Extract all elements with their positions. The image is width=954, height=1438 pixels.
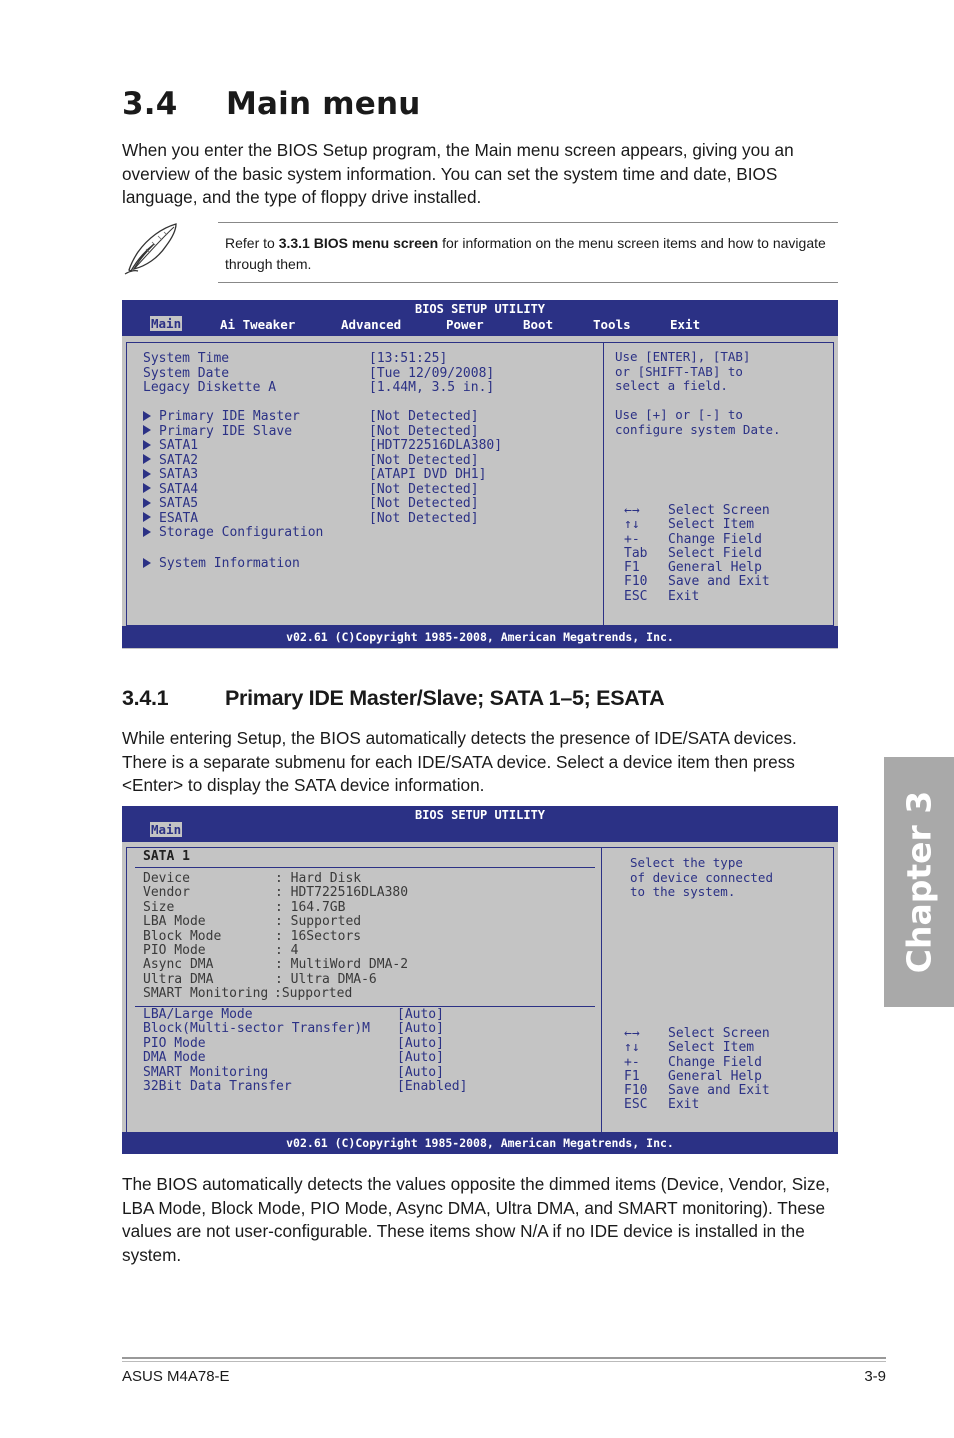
key-name: F10: [624, 574, 648, 590]
key-action: Change Field: [668, 1054, 762, 1070]
help-line: Use [ENTER], [TAB]: [615, 349, 751, 364]
device-info-value: :Supported: [274, 986, 353, 1002]
device-setting-label[interactable]: LBA/Large Mode: [143, 1007, 253, 1022]
submenu-label: System Information: [159, 556, 300, 571]
key-name: ESC: [624, 588, 648, 604]
key-action: Select Field: [668, 545, 762, 561]
key-name: ←→: [624, 503, 640, 518]
submenu-value: [ATAPI DVD DH1]: [369, 467, 487, 482]
device-setting-value[interactable]: [Enabled]: [397, 1079, 468, 1094]
key-action: Select Screen: [668, 503, 770, 518]
key-name: ←→: [624, 1026, 640, 1041]
device-setting-label[interactable]: 32Bit Data Transfer: [143, 1079, 292, 1094]
submenu-label: SATA2: [159, 452, 199, 468]
menu-tab-boot[interactable]: Boot: [523, 317, 554, 332]
bios-sata-screen: [122, 806, 838, 1154]
device-setting-value[interactable]: [Auto]: [397, 1050, 444, 1066]
submenu-label: SATA3: [159, 467, 199, 482]
device-info-label: SMART Monitoring: [143, 986, 269, 1002]
submenu-label: Storage Configuration: [159, 525, 324, 540]
submenu-label: Primary IDE Master: [159, 409, 300, 424]
setting-system-time[interactable]: System Time: [143, 351, 230, 366]
submenu-item[interactable]: [143, 526, 323, 541]
menu-tab-advanced[interactable]: Advanced: [341, 317, 402, 332]
key-legend-row: [624, 533, 770, 547]
bios-key-legend: [624, 504, 770, 604]
submenu-label: Primary IDE Slave: [159, 423, 293, 439]
submenu-value: [Not Detected]: [369, 496, 479, 511]
key-name: +-: [624, 1054, 640, 1070]
key-name: Tab: [624, 545, 648, 561]
submenu-arrow-icon: [143, 440, 151, 450]
device-info-value: : Hard Disk: [275, 871, 362, 886]
subsection-heading: Primary IDE Master/Slave; SATA 1–5; ESATA: [225, 686, 665, 710]
key-name: ↑↓: [624, 517, 640, 533]
key-action: Save and Exit: [668, 574, 770, 590]
page-title: [122, 86, 421, 122]
submenu-label: SATA1: [159, 438, 199, 453]
submenu-label: SATA5: [159, 496, 199, 511]
key-action: Select Item: [668, 1040, 755, 1056]
panel-title-rule: [135, 867, 595, 868]
key-action: General Help: [668, 1068, 762, 1084]
bios-copyright: v02.61 (C)Copyright 1985-2008, American Megatrends, Inc.: [122, 626, 838, 648]
submenu-item[interactable]: [143, 454, 198, 469]
setting-legacy-diskette[interactable]: Legacy Diskette A: [143, 380, 277, 395]
submenu-value: [Not Detected]: [369, 510, 479, 526]
key-name: ESC: [624, 1097, 648, 1113]
help-line: of device connected: [630, 869, 773, 885]
key-legend-row: [624, 575, 770, 589]
device-info-value: : MultiWord DMA-2: [275, 957, 409, 973]
submenu-arrow-icon: [143, 454, 151, 464]
key-legend-row: [624, 1027, 770, 1041]
feather-pen-icon: [122, 222, 180, 278]
chapter-label: Chapter 3: [899, 790, 939, 974]
help-line: [615, 394, 781, 409]
submenu-arrow-icon: [143, 425, 151, 435]
key-action: Change Field: [668, 531, 762, 547]
help-line: Select the type: [630, 855, 743, 870]
submenu-item[interactable]: [143, 512, 198, 527]
device-info-value: : 4: [275, 943, 299, 958]
key-action: General Help: [668, 560, 762, 576]
device-info-label: Vendor: [143, 885, 190, 901]
menu-tab-power[interactable]: Power: [446, 317, 484, 332]
bios-title: BIOS SETUP UTILITY: [414, 808, 546, 822]
section-title: Main menu: [226, 86, 421, 122]
value-system-time[interactable]: [13:51:25]: [369, 351, 448, 366]
footer-page-number: 3-9: [864, 1368, 886, 1385]
device-info-label: PIO Mode: [143, 943, 206, 958]
key-legend-row: [624, 561, 770, 575]
key-action: Save and Exit: [668, 1083, 770, 1099]
key-action: Select Item: [668, 517, 755, 533]
note-top-rule: [218, 222, 838, 223]
note-text: Refer to 3.3.1 BIOS menu screen for information on the menu screen items and how to navigate through them.: [225, 235, 826, 272]
submenu-value: [HDT722516DLA380]: [369, 438, 503, 453]
key-legend-row: [624, 1084, 770, 1098]
menu-tab-tools[interactable]: Tools: [593, 317, 631, 332]
chapter-tab: [884, 757, 954, 1007]
key-name: F1: [624, 1068, 640, 1084]
submenu-item[interactable]: [143, 410, 300, 425]
submenu-item[interactable]: [143, 425, 292, 440]
device-info-value: : Supported: [275, 914, 362, 930]
device-setting-value[interactable]: [Auto]: [397, 1021, 444, 1037]
bios-copyright: v02.61 (C)Copyright 1985-2008, American Megatrends, Inc.: [122, 1132, 838, 1154]
device-info-label: Block Mode: [143, 928, 222, 944]
note-reference: 3.3.1 BIOS menu screen: [278, 235, 439, 251]
detect-paragraph: The BIOS automatically detects the values opposite the dimmed items (Device, Vendor, Size, LBA Mode, Block Mode, PIO Mode, Async DMA, Ultra DMA, and SMART monitoring). These values are not user-configurable. These items show N/A if no IDE device is installed in the system.: [122, 1174, 830, 1265]
key-legend-row: [624, 1098, 770, 1112]
key-name: F1: [624, 560, 640, 576]
key-action: Exit: [668, 1097, 700, 1113]
key-legend-row: [624, 1056, 770, 1070]
section-number: 3.4: [122, 86, 178, 122]
help-line: select a field.: [615, 378, 728, 393]
submenu-item[interactable]: [143, 483, 198, 498]
intro-paragraph: When you enter the BIOS Setup program, the Main menu screen appears, giving you an overview of the basic system information. You can set the system time and date, BIOS language, and the type of floppy drive installed.: [122, 140, 794, 207]
submenu-item[interactable]: [143, 557, 300, 572]
subsection-title: [122, 686, 664, 711]
menu-tab-main[interactable]: Main: [151, 316, 182, 331]
help-line: Use [+] or [-] to: [615, 407, 743, 422]
submenu-arrow-icon: [143, 498, 151, 508]
submenu-item[interactable]: [143, 497, 198, 512]
submenu-arrow-icon: [143, 469, 151, 479]
bios-help-text: [615, 350, 781, 437]
submenu-label: SATA4: [159, 481, 199, 497]
menu-tab-exit[interactable]: Exit: [670, 317, 701, 332]
key-legend-row: [624, 590, 770, 604]
submenu-arrow-icon: [143, 558, 151, 568]
key-action: Select Screen: [668, 1026, 770, 1041]
submenu-label: ESATA: [159, 510, 199, 526]
sata-paragraph: While entering Setup, the BIOS automatically detects the presence of IDE/SATA devices. There is a separate submenu for each IDE/SATA device. Select a device item then press <Enter> to display the SATA device information.: [122, 728, 797, 795]
bios-panel-divider: [603, 343, 604, 625]
key-name: ↑↓: [624, 1040, 640, 1056]
device-info-value: : 16Sectors: [275, 928, 362, 944]
device-info-value: : Ultra DMA-6: [275, 971, 377, 987]
footer-rule-thin: [122, 1361, 886, 1362]
device-setting-value[interactable]: [Auto]: [397, 1007, 444, 1022]
submenu-value: [Not Detected]: [369, 423, 479, 439]
device-info-label: Async DMA: [143, 957, 214, 973]
device-info-label: Ultra DMA: [143, 971, 214, 987]
footer-product: ASUS M4A78-E: [122, 1368, 230, 1385]
help-line: to the system.: [630, 884, 736, 899]
device-info-label: LBA Mode: [143, 914, 206, 930]
submenu-arrow-icon: [143, 527, 151, 537]
device-setting-label[interactable]: DMA Mode: [143, 1050, 206, 1066]
help-line: or [SHIFT-TAB] to: [615, 363, 743, 379]
bios-panel-divider: [601, 848, 602, 1132]
bios-key-legend: [624, 1027, 770, 1113]
key-name: +-: [624, 531, 640, 547]
bios-title: BIOS SETUP UTILITY: [414, 302, 546, 316]
help-line: configure system Date.: [615, 421, 781, 437]
submenu-arrow-icon: [143, 512, 151, 522]
key-name: F10: [624, 1083, 648, 1099]
submenu-item[interactable]: [143, 468, 198, 483]
submenu-arrow-icon: [143, 483, 151, 493]
key-action: Exit: [668, 588, 700, 604]
submenu-value: [Not Detected]: [369, 409, 479, 424]
bios-help-text: [630, 856, 773, 900]
device-setting-label[interactable]: Block(Multi-sector Transfer)M: [143, 1021, 370, 1037]
device-setting-value[interactable]: [Auto]: [397, 1035, 444, 1051]
subsection-number: 3.4.1: [122, 686, 169, 710]
bios-main-screen: [122, 300, 838, 649]
key-legend-row: [624, 504, 770, 518]
submenu-value: [Not Detected]: [369, 452, 479, 468]
value-legacy-diskette[interactable]: [1.44M, 3.5 in.]: [369, 380, 495, 395]
menu-tab-main[interactable]: Main: [151, 822, 182, 837]
key-legend-row: [624, 518, 770, 532]
device-info-value: : HDT722516DLA380: [275, 885, 409, 901]
device-info-label: Size: [143, 899, 175, 915]
menu-tab-ai-tweaker[interactable]: Ai Tweaker: [220, 317, 296, 332]
key-legend-row: [624, 547, 770, 561]
note-bottom-rule: [218, 282, 838, 283]
submenu-arrow-icon: [143, 411, 151, 421]
submenu-value: [Not Detected]: [369, 481, 479, 497]
submenu-item[interactable]: [143, 439, 198, 454]
device-setting-label[interactable]: SMART Monitoring: [143, 1064, 269, 1080]
footer-rule: [122, 1357, 886, 1359]
device-setting-label[interactable]: PIO Mode: [143, 1035, 206, 1051]
key-legend-row: [624, 1070, 770, 1084]
device-info-label: Device: [143, 871, 190, 886]
panel-title: SATA 1: [143, 849, 190, 864]
value-system-date[interactable]: [Tue 12/09/2008]: [369, 365, 495, 381]
device-info-value: : 164.7GB: [275, 899, 346, 915]
key-legend-row: [624, 1041, 770, 1055]
setting-system-date[interactable]: System Date: [143, 365, 230, 381]
device-setting-value[interactable]: [Auto]: [397, 1064, 444, 1080]
